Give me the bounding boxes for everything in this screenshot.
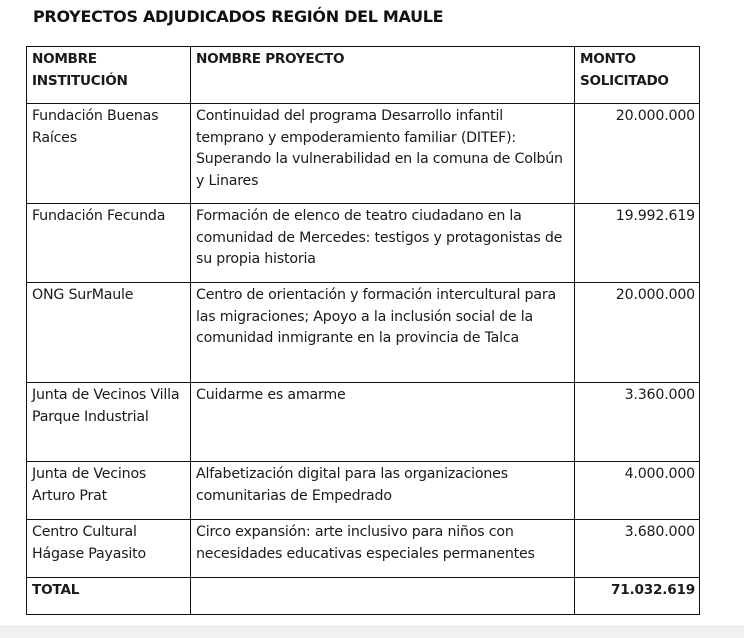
table-row	[27, 204, 700, 283]
total-project-cell	[191, 578, 575, 615]
amount-cell: 20.000.000	[575, 283, 700, 383]
amount-cell: 4.000.000	[575, 462, 700, 520]
amount-cell: 20.000.000	[575, 104, 700, 204]
institution-cell: Fundación Fecunda	[27, 204, 191, 283]
institution-cell: Fundación Buenas Raíces	[27, 104, 191, 204]
amount-cell: 3.680.000	[575, 520, 700, 578]
document-title: PROYECTOS ADJUDICADOS REGIÓN DEL MAULE	[33, 7, 444, 26]
project-cell: Cuidarme es amarme	[191, 383, 575, 462]
header-amount: MONTO SOLICITADO	[575, 47, 700, 104]
institution-cell: ONG SurMaule	[27, 283, 191, 383]
header-project: NOMBRE PROYECTO	[191, 47, 575, 104]
table-row	[27, 104, 700, 204]
project-cell: Formación de elenco de teatro ciudadano en la comunidad de Mercedes: testigos y protagonistas de su propia historia	[191, 204, 575, 283]
awarded-projects-table	[26, 46, 700, 615]
amount-cell: 19.992.619	[575, 204, 700, 283]
project-cell: Circo expansión: arte inclusivo para niños con necesidades educativas especiales permanentes	[191, 520, 575, 578]
table-header-row	[27, 47, 700, 104]
total-amount: 71.032.619	[575, 578, 700, 615]
project-cell: Alfabetización digital para las organizaciones comunitarias de Empedrado	[191, 462, 575, 520]
header-institution: NOMBRE INSTITUCIÓN	[27, 47, 191, 104]
table-row	[27, 283, 700, 383]
institution-cell: Centro Cultural Hágase Payasito	[27, 520, 191, 578]
total-label: TOTAL	[27, 578, 191, 615]
page-bottom-strip	[0, 626, 744, 638]
table-row	[27, 383, 700, 462]
table-row	[27, 520, 700, 578]
amount-cell: 3.360.000	[575, 383, 700, 462]
table-row	[27, 462, 700, 520]
institution-cell: Junta de Vecinos Arturo Prat	[27, 462, 191, 520]
total-row	[27, 578, 700, 615]
project-cell: Continuidad del programa Desarrollo infantil temprano y empoderamiento familiar (DITEF): Superando la vulnerabilidad en la comuna de Colbún y Linares	[191, 104, 575, 204]
institution-cell: Junta de Vecinos Villa Parque Industrial	[27, 383, 191, 462]
project-cell: Centro de orientación y formación intercultural para las migraciones; Apoyo a la inclusión social de la comunidad inmigrante en la provincia de Talca	[191, 283, 575, 383]
